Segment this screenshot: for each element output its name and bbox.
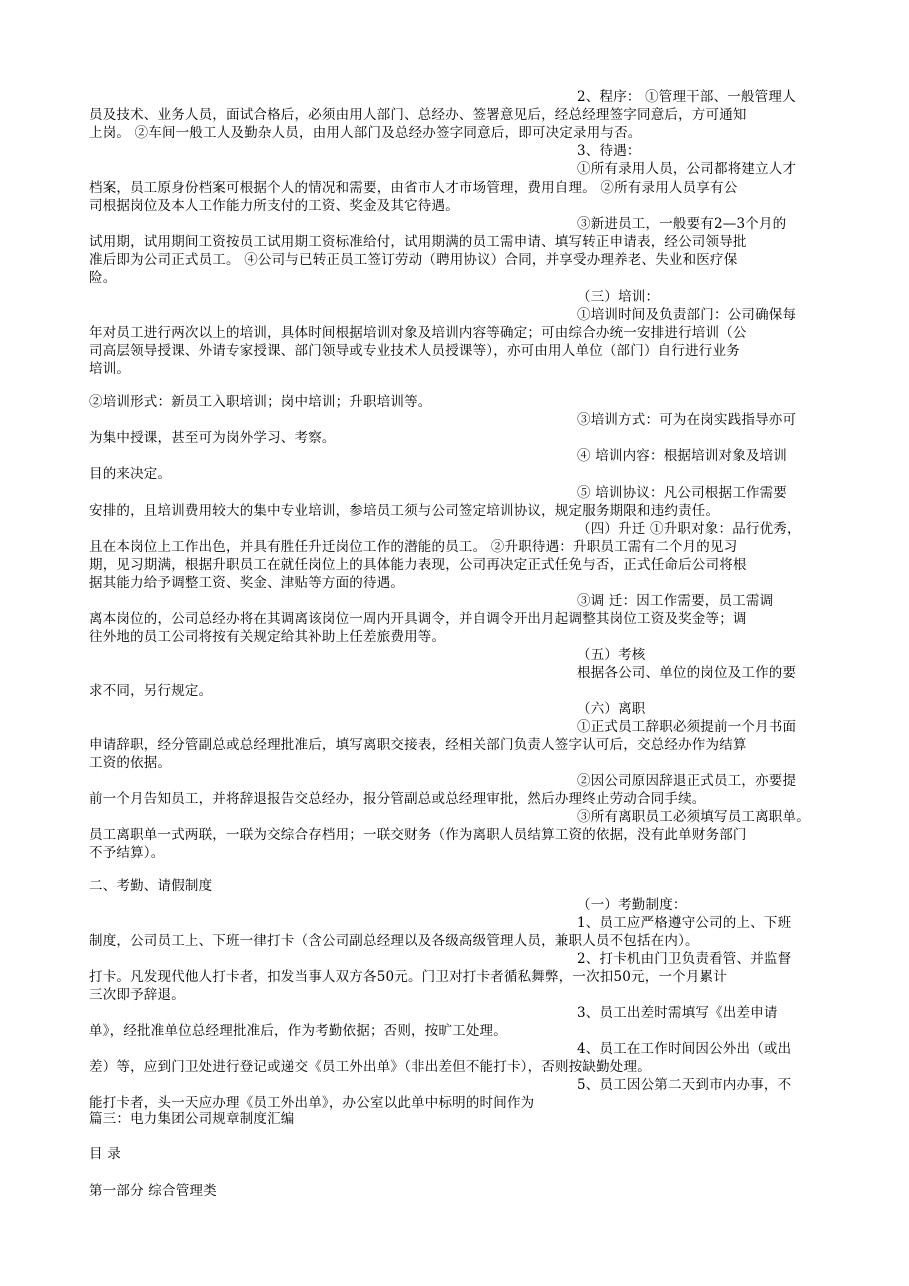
text-line: 安排的，且培训费用较大的集中专业培训，参培员工须与公司签定培训协议，规定服务期限和违约责任。: [89, 503, 720, 519]
section-heading: （三）培训：: [577, 289, 660, 305]
section-heading: （一）考勤制度：: [577, 897, 687, 913]
text-line: ①所有录用人员，公司都将建立人才: [577, 161, 797, 177]
text-line: ③新进员工，一般要有2—3个月的: [577, 216, 787, 232]
text-line: 根据各公司、单位的岗位及工作的要: [577, 665, 797, 681]
text-line: 险。: [89, 270, 117, 286]
section-heading: （六）离职: [577, 701, 646, 717]
text-line: 司根据岗位及本人工作能力所支付的工资、奖金及其它待遇。: [89, 198, 459, 214]
text-line: 司高层领导授课、外请专家授课、部门领导或专业技术人员授课等），亦可由用人单位（部门）自行进行业务: [89, 343, 740, 359]
text-line: 员工离职单一式两联，一联为交综合存档用；一联交财务（作为离职人员结算工资的依据，没有此单财务部门: [89, 827, 747, 843]
text-line: 前一个月告知员工，并将辞退报告交总经办，报分管副总或总经理审批，然后办理终止劳动合同手续。: [89, 791, 706, 807]
text-line: 5、员工因公第二天到市内办事，不: [577, 1077, 792, 1093]
text-line: 年对员工进行两次以上的培训，具体时间根据培训对象及培训内容等确定；可由综合办统一安排进行培训（公: [89, 325, 747, 341]
text-line: 制度，公司员工上、下班一律打卡（含公司副总经理以及各级高级管理人员，兼职人员不包括在内）。: [89, 933, 699, 949]
text-line: 员及技术、业务人员，面试合格后，必须由用人部门、总经办、签署意见后，经总经理签字同意后，方可通知: [89, 107, 747, 123]
toc-heading: 目 录: [89, 1146, 121, 1162]
text-line: 1、员工应严格遵守公司的上、下班: [577, 915, 792, 931]
text-line: 目的来决定。: [89, 466, 172, 482]
text-line: 不予结算）。: [89, 845, 165, 861]
text-line: 3、员工出差时需填写《出差申请: [577, 1005, 778, 1021]
text-line: ②因公司原因辞退正式员工，亦要提: [577, 773, 797, 789]
toc-part-heading: 第一部分 综合管理类: [89, 1183, 217, 1199]
text-line: 往外地的员工公司将按有关规定给其补助上任差旅费用等。: [89, 629, 446, 645]
text-line: 培训。: [89, 361, 131, 377]
text-line: 离本岗位的，公司总经办将在其调离该岗位一周内开具调令，并自调令开出月起调整其岗位工资及奖金等；调: [89, 611, 747, 627]
text-line: ③所有离职员工必须填写员工离职单。: [577, 809, 810, 825]
text-line: 为集中授课，甚至可为岗外学习、考察。: [89, 430, 336, 446]
text-line: 打卡。凡发现代他人打卡者，扣发当事人双方各50元。门卫对打卡者循私舞弊，一次扣50元，一个月累计: [89, 969, 727, 985]
text-line: 2、打卡机由门卫负责看管、并监督: [577, 951, 792, 967]
text-line: 档案，员工原身份档案可根据个人的情况和需要，由省市人才市场管理，费用自理。 ②所有录用人员享有公: [89, 180, 738, 196]
text-line: （四）升迁 ①升职对象：品行优秀，: [577, 521, 801, 537]
text-line: 工资的依据。: [89, 755, 172, 771]
text-line: ①正式员工辞职必须提前一个月书面: [577, 719, 797, 735]
text-line: ③培训方式：可为在岗实践指导亦可: [577, 412, 797, 428]
text-line: 2、程序： ①管理干部、一般管理人: [577, 89, 796, 105]
text-line: 求不同，另行规定。: [89, 683, 213, 699]
text-line: 准后即为公司正式员工。 ④公司与已转正员工签订劳动（聘用协议）合同，并享受办理养老、失业和医疗保: [89, 252, 738, 268]
text-line: 3、待遇：: [577, 143, 641, 159]
text-line: 期，见习期满，根据升职员工在就任岗位上的具体能力表现，公司再决定正式任免与否，正式任命后公司将根: [89, 557, 747, 573]
text-line: 上岗。 ②车间一般工人及勤杂人员，由用人部门及总经办签字同意后，即可决定录用与否。: [89, 125, 642, 141]
text-line: ④ 培训内容：根据培训对象及培训: [577, 448, 787, 464]
text-line: 4、员工在工作时间因公外出（或出: [577, 1041, 792, 1057]
text-line: 差）等，应到门卫处进行登记或递交《员工外出单》（非出差但不能打卡），否则按缺勤处理。: [89, 1059, 651, 1075]
document-title: 篇三：电力集团公司规章制度汇编: [89, 1111, 295, 1127]
section-heading: （五）考核: [577, 647, 646, 663]
text-line: 三次即予辞退。: [89, 987, 185, 1003]
section-heading: 二、考勤、请假制度: [89, 878, 213, 894]
text-line: 能打卡者，头一天应办理《员工外出单》，办公室以此单中标明的时间作为: [89, 1095, 535, 1111]
text-line: ③调 迁：因工作需要，员工需调: [577, 593, 774, 609]
text-line: 且在本岗位上工作出色，并具有胜任升迁岗位工作的潜能的员工。 ②升职待遇：升职员工需有二个月的见习: [89, 539, 738, 555]
text-line: 申请辞职，经分管副总或总经理批准后，填写离职交接表，经相关部门负责人签字认可后，交总经办作为结算: [89, 737, 747, 753]
text-line: ②培训形式：新员工入职培训；岗中培训；升职培训等。: [89, 394, 432, 410]
text-line: 试用期，试用期间工资按员工试用期工资标准给付，试用期满的员工需申请、填写转正申请表，经公司领导批: [89, 234, 747, 250]
text-line: ⑤ 培训协议：凡公司根据工作需要: [577, 485, 787, 501]
text-line: ①培训时间及负责部门：公司确保每: [577, 307, 797, 323]
text-line: 据其能力给予调整工资、奖金、津贴等方面的待遇。: [89, 575, 405, 591]
text-line: 单》，经批准单位总经理批准后，作为考勤依据；否则，按旷工处理。: [89, 1023, 507, 1039]
